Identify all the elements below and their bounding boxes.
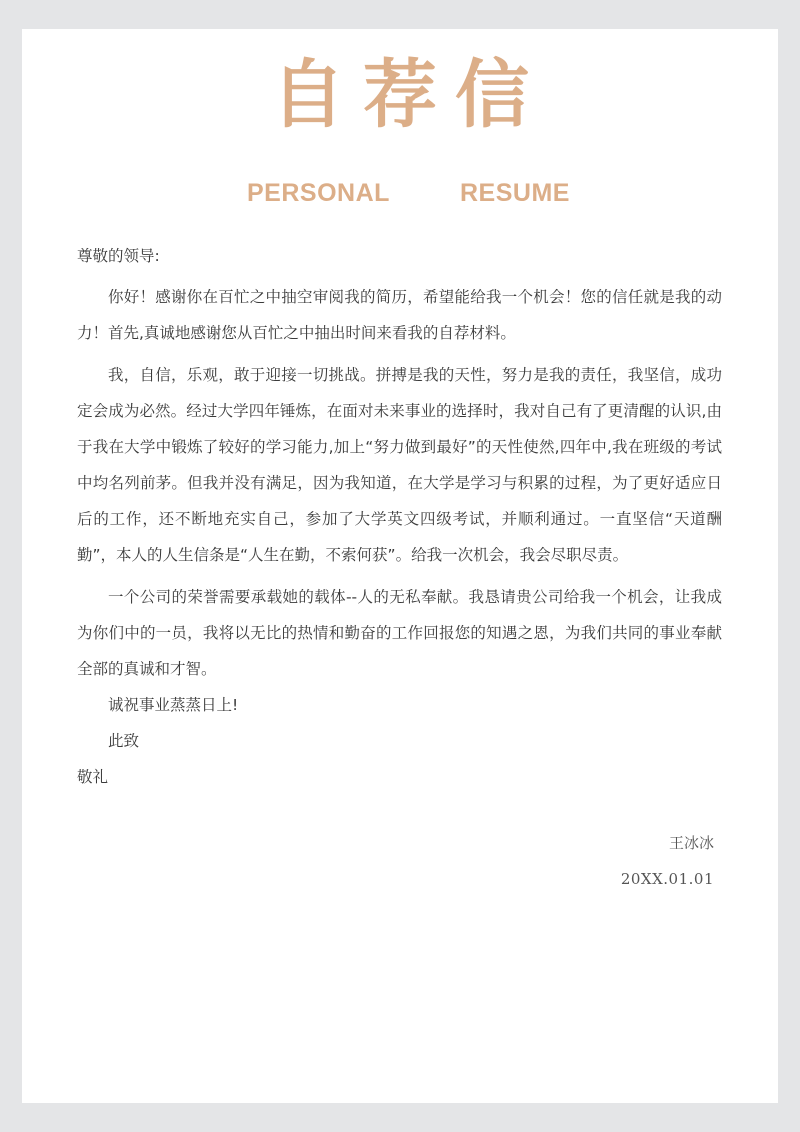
- signature-block: [621, 829, 714, 892]
- letter-body: [77, 243, 722, 795]
- subtitle-resume: RESUME: [460, 179, 570, 207]
- closing-line-2: 敬礼: [77, 768, 109, 786]
- closing-line-1: 此致: [108, 732, 140, 750]
- letter-page: [22, 29, 778, 1103]
- wish-line: 诚祝事业蒸蒸日上!: [108, 696, 239, 714]
- page-title: 自荐信: [271, 52, 547, 138]
- signature-name: 王冰冰: [668, 834, 714, 852]
- paragraph-self: 我，自信，乐观，敢于迎接一切挑战。拼搏是我的天性，努力是我的责任，我坚信，成功定会成为必然。经过大学四年锤炼，在面对未来事业的选择时，我对自己有了更清醒的认识,由于我在大学中锻炼了较好的学习能力,加上“努力做到最好”的天性使然,四年中,我在班级的考试中均名列前茅。但我并没有满足，因为我知道，在大学是学习与积累的过程，为了更好适应日后的工作，还不断地充实自己，参加了大学英文四级考试，并顺利通过。一直坚信“天道酬勤”，本人的人生信条是“人生在勤，不索何获”。给我一次机会，我会尽职尽责。: [77, 366, 722, 564]
- paragraph-request: 一个公司的荣誉需要承载她的载体--人的无私奉献。我恳请贵公司给我一个机会，让我成为你们中的一员，我将以无比的热情和勤奋的工作回报您的知遇之恩，为我们共同的事业奉献全部的真诚和才智。: [77, 588, 722, 678]
- subtitle-personal: PERSONAL: [247, 179, 390, 207]
- paragraph-intro: 你好！感谢你在百忙之中抽空审阅我的简历，希望能给我一个机会！您的信任就是我的动力！首先,真诚地感谢您从百忙之中抽出时间来看我的自荐材料。: [77, 288, 722, 342]
- salutation: 尊敬的领导:: [77, 247, 160, 265]
- signature-date: 20XX.01.01: [620, 870, 714, 888]
